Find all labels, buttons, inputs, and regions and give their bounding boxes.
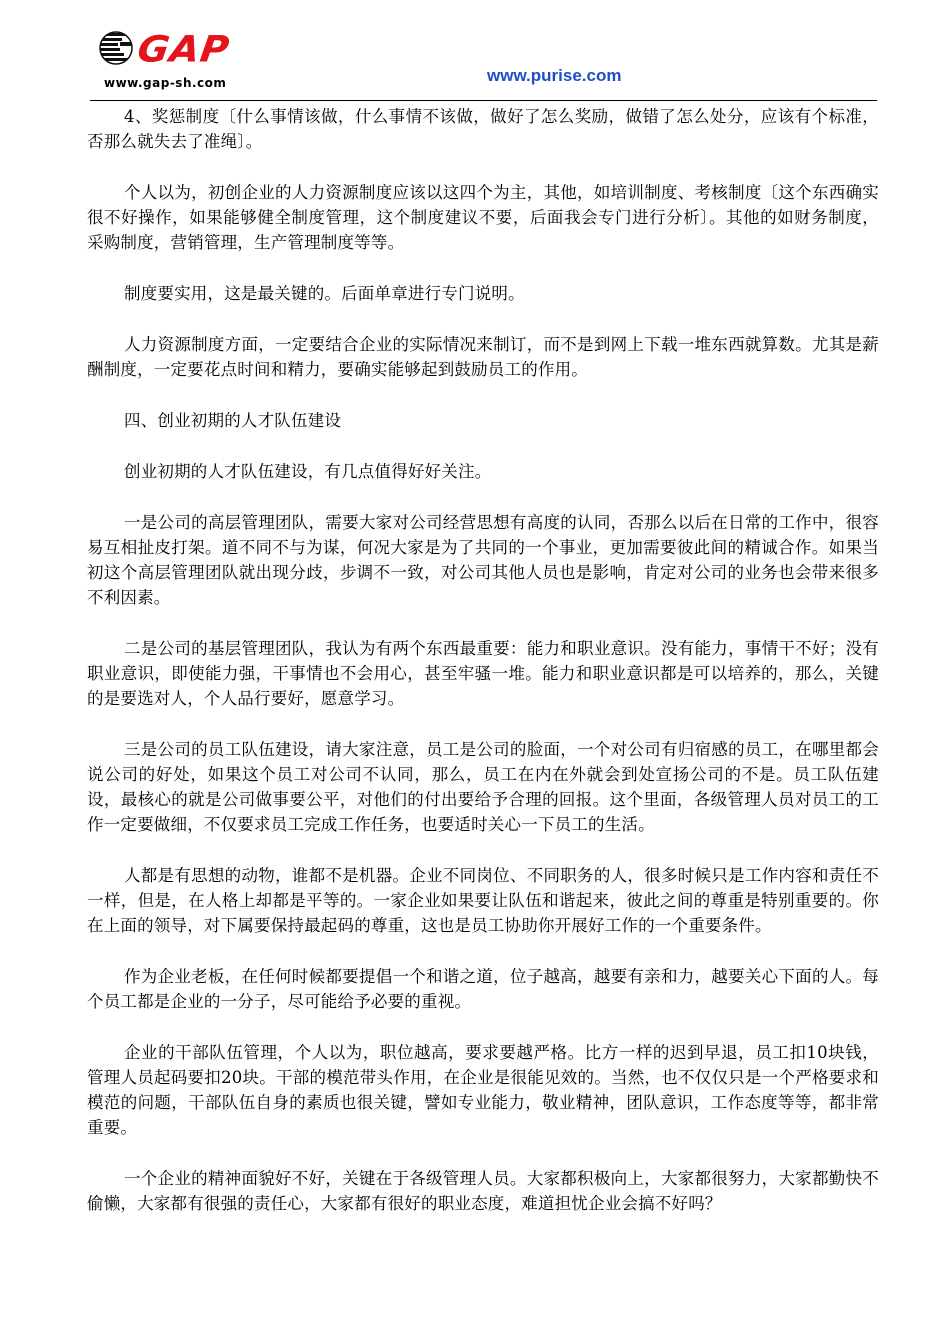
paragraph: 一个企业的精神面貌好不好，关键在于各级管理人员。大家都积极向上，大家都很努力，大家都勤快不偷懒，大家都有很强的责任心，大家都有很好的职业态度，难道担忧企业会搞不好吗？ xyxy=(87,1169,879,1213)
logo-wordmark: GAP xyxy=(135,28,233,70)
paragraph: 企业的干部队伍管理，个人以为，职位越高，要求要越严格。比方一样的迟到早退，员工扣10块钱，管理人员起码要扣20块。干部的模范带头作用，在企业是很能见效的。当然，也不仅仅只是一个严格要求和模范的问题，干部队伍自身的素质也很关键，譬如专业能力，敬业精神，团队意识，工作态度等等，都非常重要。 xyxy=(87,1043,879,1137)
gap-logo xyxy=(98,28,258,92)
globe-icon xyxy=(98,30,134,66)
paragraph: 一是公司的高层管理团队，需要大家对公司经营思想有高度的认同，否那么以后在日常的工作中，很容易互相扯皮打架。道不同不与为谋，何况大家是为了共同的一个事业，更加需要彼此间的精诚合作。如果当初这个高层管理团队就出现分歧，步调不一致，对公司其他人员也是影响，肯定对公司的业务也会带来很多不利因素。 xyxy=(87,513,879,607)
paragraph: 二是公司的基层管理团队，我认为有两个东西最重要：能力和职业意识。没有能力，事情干不好；没有职业意识，即使能力强，干事情也不会用心，甚至牢骚一堆。能力和职业意识都是可以培养的，那么，关键的是要选对人，个人品行要好，愿意学习。 xyxy=(87,639,879,708)
site-url-link[interactable]: www.purise.com xyxy=(487,66,622,85)
paragraph: 人都是有思想的动物，谁都不是机器。企业不同岗位、不同职务的人，很多时候只是工作内容和责任不一样，但是，在人格上却都是平等的。一家企业如果要让队伍和谐起来，彼此之间的尊重是特别重要的。你在上面的领导，对下属要保持最起码的尊重，这也是员工协助你开展好工作的一个重要条件。 xyxy=(87,866,879,935)
paragraph: 个人以为，初创企业的人力资源制度应该以这四个为主，其他，如培训制度、考核制度〔这个东西确实很不好操作，如果能够健全制度管理，这个制度建议不要，后面我会专门进行分析〕。其他的如财务制度，采购制度，营销管理，生产管理制度等等。 xyxy=(87,183,879,252)
paragraph: 制度要实用，这是最关键的。后面单章进行专门说明。 xyxy=(124,284,525,303)
page-header xyxy=(0,0,950,104)
section-heading: 四、创业初期的人才队伍建设 xyxy=(124,411,342,430)
paragraph: 人力资源制度方面，一定要结合企业的实际情况来制订，而不是到网上下载一堆东西就算数。尤其是薪酬制度，一定要花点时间和精力，要确实能够起到鼓励员工的作用。 xyxy=(87,335,879,379)
logo-url-text: www.gap-sh.com xyxy=(104,76,227,90)
paragraph: 作为企业老板，在任何时候都要提倡一个和谐之道，位子越高，越要有亲和力，越要关心下面的人。每个员工都是企业的一分子，尽可能给予必要的重视。 xyxy=(87,967,879,1011)
paragraph: 4、奖惩制度〔什么事情该做，什么事情不该做，做好了怎么奖励，做错了怎么处分，应该有个标准，否那么就失去了准绳〕。 xyxy=(87,107,879,151)
document-body xyxy=(87,104,879,1242)
paragraph: 创业初期的人才队伍建设，有几点值得好好关注。 xyxy=(124,462,492,481)
paragraph: 三是公司的员工队伍建设，请大家注意，员工是公司的脸面，一个对公司有归宿感的员工，在哪里都会说公司的好处，如果这个员工对公司不认同，那么，员工在内在外就会到处宣扬公司的不是。员工队伍建设，最核心的就是公司做事要公平，对他们的付出要给予合理的回报。这个里面，各级管理人员对员工的工作一定要做细，不仅要求员工完成工作任务，也要适时关心一下员工的生活。 xyxy=(87,740,879,834)
header-divider xyxy=(90,100,877,101)
